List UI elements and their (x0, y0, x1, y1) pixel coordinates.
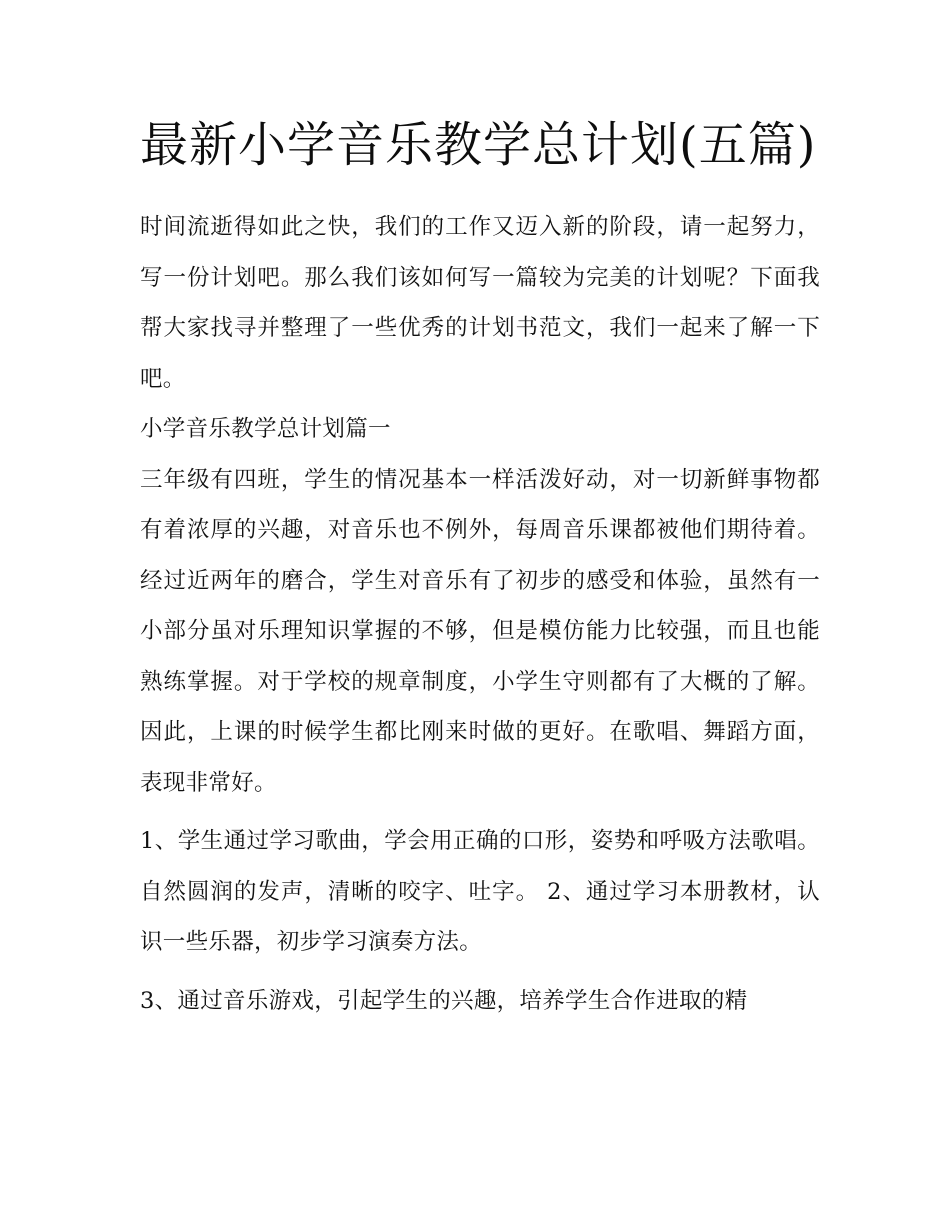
document-page (140, 112, 820, 1026)
list-item-3: 3、通过音乐游戏，引起学生的兴趣，培养学生合作进取的精 (140, 987, 748, 1014)
list-item-1-2: 1、学生通过学习歌曲，学会用正确的口形，姿势和呼吸方法歌唱。自然圆润的发声，清晰的咬字、吐字。 2、通过学习本册教材，认识一些乐器，初步学习演奏方法。 (140, 828, 820, 955)
section-heading: 小学音乐教学总计划篇一 (140, 416, 391, 442)
intro-paragraph: 时间流逝得如此之快，我们的工作又迈入新的阶段，请一起努力，写一份计划吧。那么我们该如何写一篇较为完美的计划呢？下面我帮大家找寻并整理了一些优秀的计划书范文，我们一起来了解一下吧。 (140, 214, 820, 392)
document-title: 最新小学音乐教学总计划(五篇) (140, 117, 817, 173)
body-paragraph: 三年级有四班，学生的情况基本一样活泼好动，对一切新鲜事物都有着浓厚的兴趣，对音乐也不例外，每周音乐课都被他们期待着。经过近两年的磨合，学生对音乐有了初步的感受和体验，虽然有一小部分虽对乐理知识掌握的不够，但是模仿能力比较强，而且也能熟练掌握。对于学校的规章制度，小学生守则都有了大概的了解。因此，上课的时候学生都比刚来时做的更好。在歌唱、舞蹈方面，表现非常好。 (140, 466, 820, 796)
